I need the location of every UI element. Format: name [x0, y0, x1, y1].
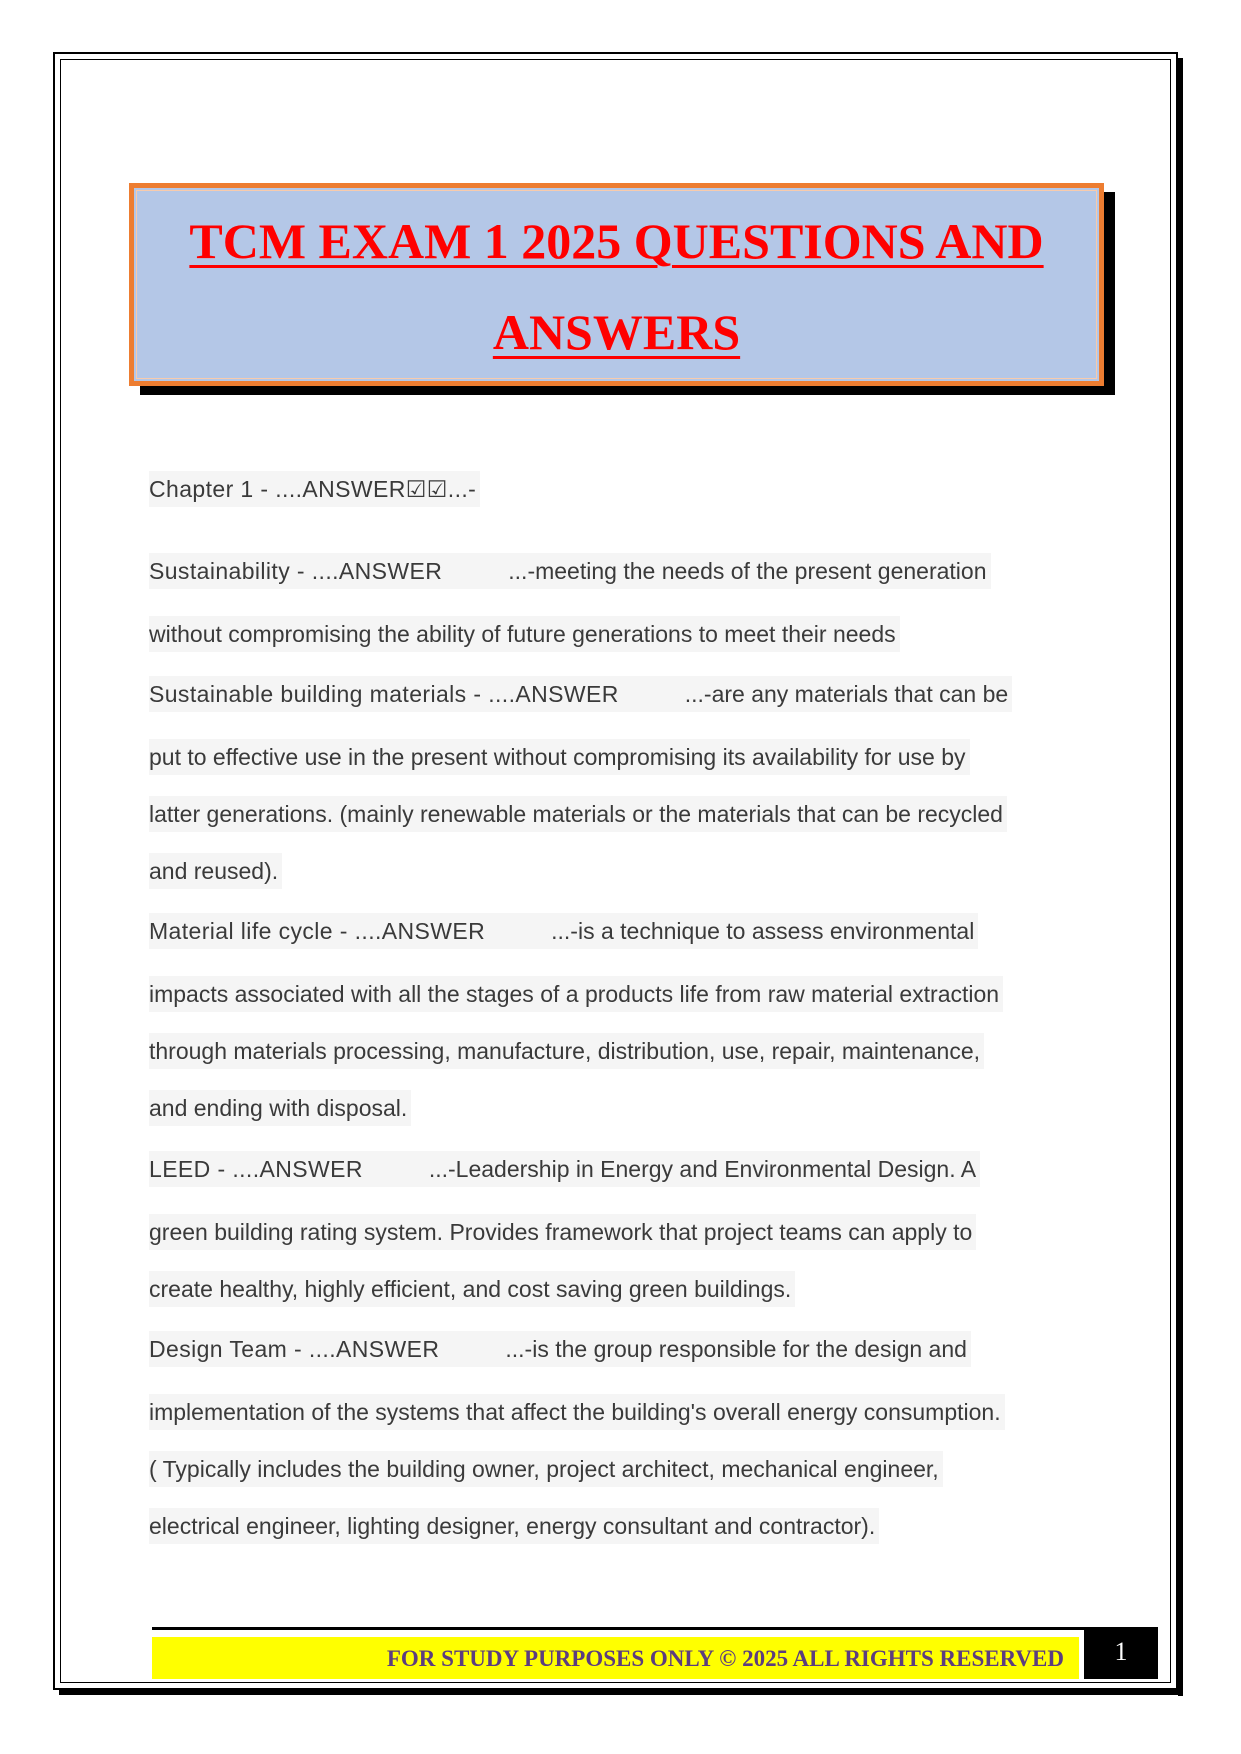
footer-rule — [152, 1627, 1090, 1630]
entry-design-team — [149, 1331, 971, 1367]
term-label: Material life cycle - ....ANSWER — [149, 918, 486, 944]
answer-line: without compromising the ability of future generations to meet their needs — [149, 616, 900, 652]
term-label: Sustainability - ....ANSWER — [149, 558, 443, 584]
answer-text: ...-are any materials that can be — [684, 681, 1009, 707]
entry-sustainable-materials — [149, 676, 1012, 712]
answer-text: ...-is the group responsible for the design and — [505, 1336, 967, 1362]
entry-sustainability — [149, 553, 991, 589]
term-label: LEED - ....ANSWER — [149, 1156, 363, 1182]
footer-notice: FOR STUDY PURPOSES ONLY © 2025 ALL RIGHTS RESERVED — [386, 1646, 1064, 1671]
answer-line: impacts associated with all the stages of a products life from raw material extraction — [149, 976, 1003, 1012]
answer-line: through materials processing, manufacture, distribution, use, repair, maintenance, — [149, 1033, 984, 1069]
answer-line: create healthy, highly efficient, and cost saving green buildings. — [149, 1271, 795, 1307]
answer-text: ...-meeting the needs of the present generation — [508, 558, 987, 584]
chapter-heading: Chapter 1 - ....ANSWER☑☑...- — [149, 471, 480, 507]
answer-line: electrical engineer, lighting designer, energy consultant and contractor). — [149, 1508, 879, 1544]
answer-text: ...-Leadership in Energy and Environmental Design. A — [428, 1156, 977, 1182]
title-line-1: TCM EXAM 1 2025 QUESTIONS AND — [189, 213, 1044, 269]
page-number: 1 — [1084, 1627, 1158, 1679]
answer-line: and ending with disposal. — [149, 1090, 411, 1126]
entry-leed — [149, 1151, 980, 1187]
term-label: Design Team - ....ANSWER — [149, 1336, 440, 1362]
page-border-shadow-right — [1178, 58, 1183, 1696]
answer-line: green building rating system. Provides framework that project teams can apply to — [149, 1214, 976, 1250]
answer-line: implementation of the systems that affect the building's overall energy consumption. — [149, 1394, 1005, 1430]
document-title — [134, 196, 1099, 378]
answer-line: latter generations. (mainly renewable materials or the materials that can be recycled — [149, 796, 1007, 832]
title-box — [129, 183, 1104, 386]
answer-line: put to effective use in the present without compromising its availability for use by — [149, 739, 970, 775]
answer-line: ( Typically includes the building owner, project architect, mechanical engineer, — [149, 1451, 943, 1487]
answer-line: and reused). — [149, 853, 282, 889]
title-line-2: ANSWERS — [492, 304, 741, 360]
page-border-shadow-bottom — [59, 1690, 1183, 1695]
term-label: Sustainable building materials - ....ANSWER — [149, 681, 619, 707]
entry-material-life-cycle — [149, 913, 978, 949]
answer-text: ...-is a technique to assess environmental — [551, 918, 975, 944]
